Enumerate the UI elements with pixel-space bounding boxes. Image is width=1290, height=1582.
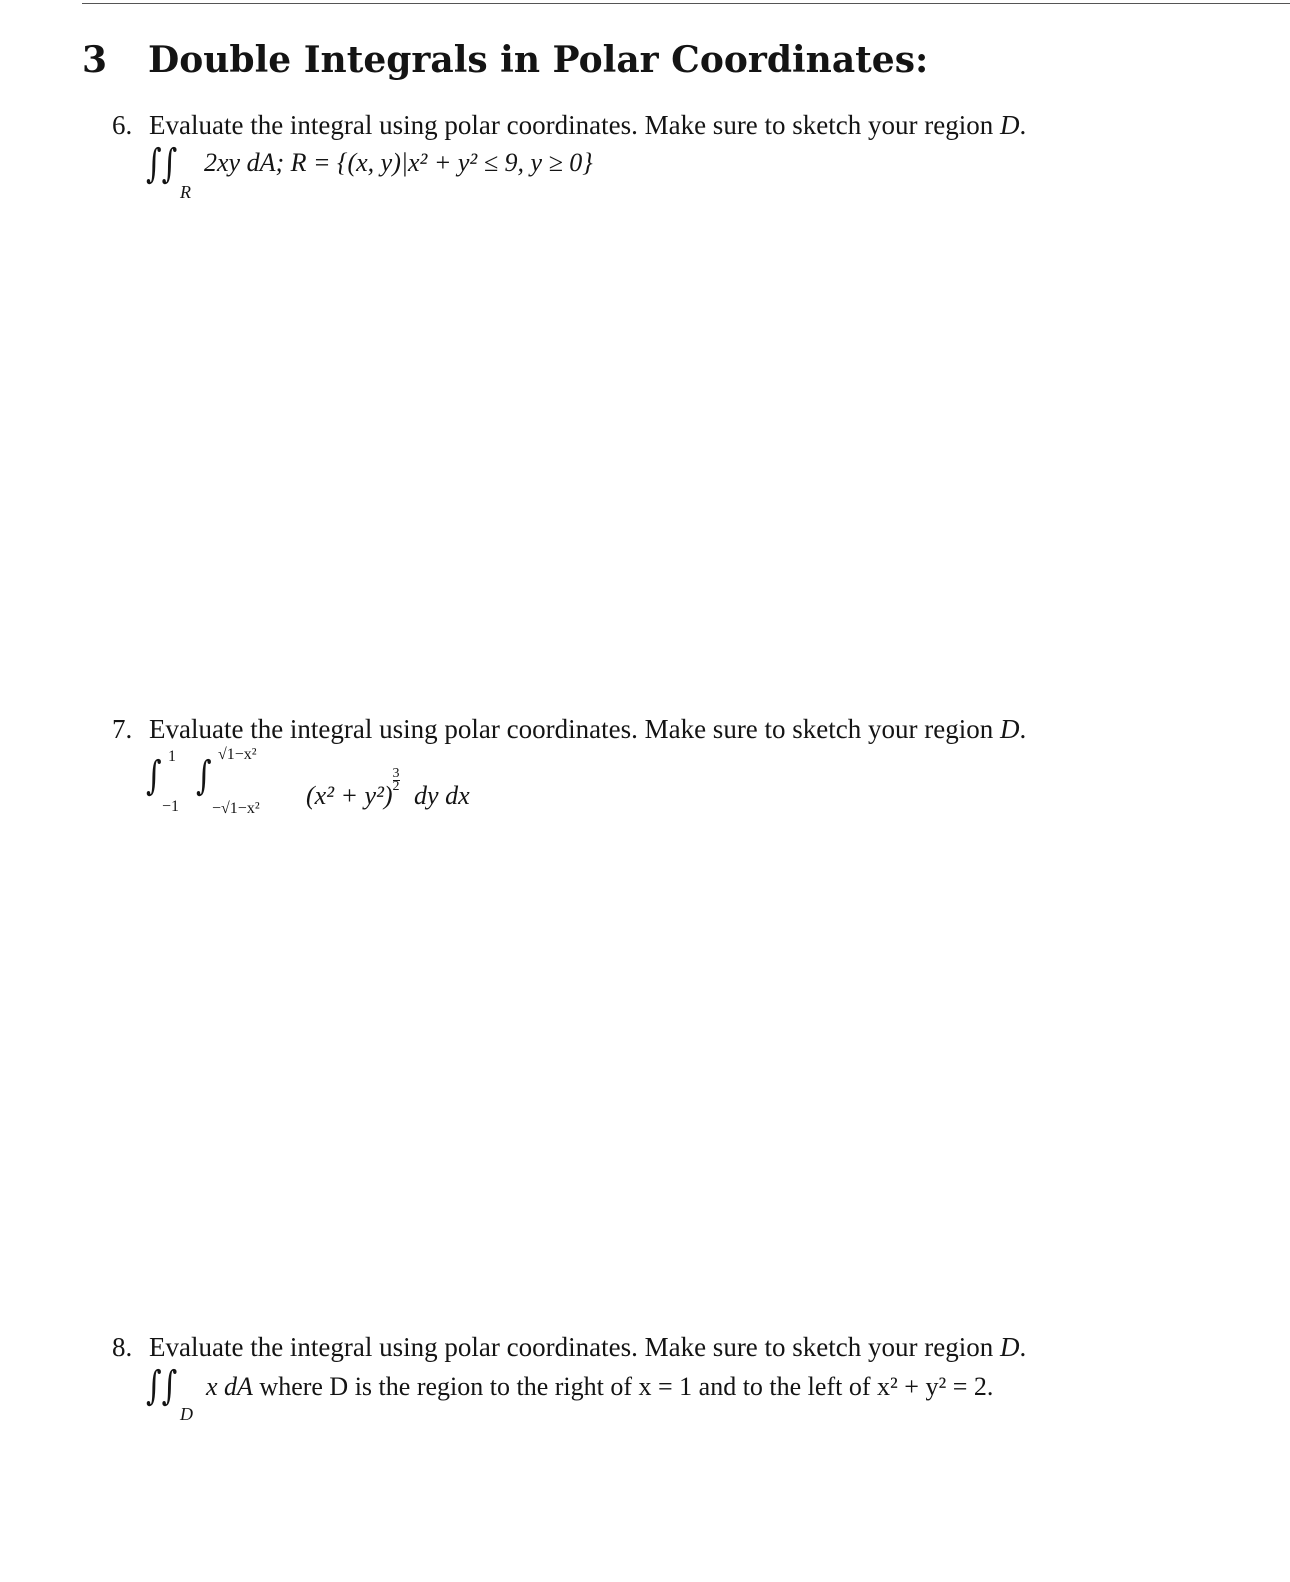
integrand: x dA <box>206 1372 253 1401</box>
region-subscript: D <box>180 1404 193 1424</box>
problem-statement <box>112 1330 1272 1364</box>
double-integral <box>146 142 1272 212</box>
problem-statement <box>112 712 1272 746</box>
exponent-denominator: 2 <box>392 779 400 794</box>
differentials: dy dx <box>414 781 470 810</box>
integral-expression <box>306 768 470 811</box>
statement-period: . <box>1019 1332 1027 1362</box>
statement-variable: D <box>1000 714 1020 744</box>
statement-period: . <box>1019 714 1027 744</box>
problem-number: 6. <box>112 110 133 140</box>
region-description: where D is the region to the right of x = 1 and to the left of x² + y² = 2. <box>259 1372 994 1401</box>
statement-text: Evaluate the integral using polar coordinates. Make sure to sketch your region <box>149 110 1000 140</box>
integrand: 2xy dA; <box>204 148 285 177</box>
problem-number: 8. <box>112 1332 133 1362</box>
exponent-numerator: 3 <box>392 766 400 781</box>
statement-text: Evaluate the integral using polar coordinates. Make sure to sketch your region <box>149 714 1000 744</box>
problem-number: 7. <box>112 714 133 744</box>
outer-lower-limit: −1 <box>162 798 180 815</box>
inner-upper-limit: √1−x² <box>218 746 257 763</box>
problem-8 <box>112 1330 1272 1434</box>
region-definition: R = {(x, y)|x² + y² ≤ 9, y ≥ 0} <box>290 148 593 177</box>
section-heading <box>82 36 928 84</box>
outer-integral-sign: ∫ <box>146 753 162 799</box>
section-title: Double Integrals in Polar Coordinates: <box>148 39 929 81</box>
problem-6 <box>112 108 1272 212</box>
integral-sign: ∫∫ <box>146 1363 178 1409</box>
problem-7 <box>112 712 1272 836</box>
integral-expression <box>204 148 593 178</box>
statement-variable: D <box>1000 110 1020 140</box>
inner-lower-limit: −√1−x² <box>212 800 260 817</box>
top-rule <box>82 3 1290 4</box>
statement-period: . <box>1019 110 1027 140</box>
problem-statement <box>112 108 1272 142</box>
section-number: 3 <box>82 39 108 81</box>
double-integral <box>146 1364 1272 1434</box>
region-subscript: R <box>180 182 191 202</box>
inner-integral-sign: ∫ <box>196 753 212 799</box>
integrand-base: (x² + y²) <box>306 781 393 810</box>
integral-sign: ∫∫ <box>146 141 178 187</box>
outer-upper-limit: 1 <box>168 748 176 765</box>
integral-expression <box>206 1372 993 1402</box>
statement-text: Evaluate the integral using polar coordinates. Make sure to sketch your region <box>149 1332 1000 1362</box>
statement-variable: D <box>1000 1332 1020 1362</box>
iterated-integral <box>146 746 1272 836</box>
exponent-fraction <box>393 768 400 793</box>
